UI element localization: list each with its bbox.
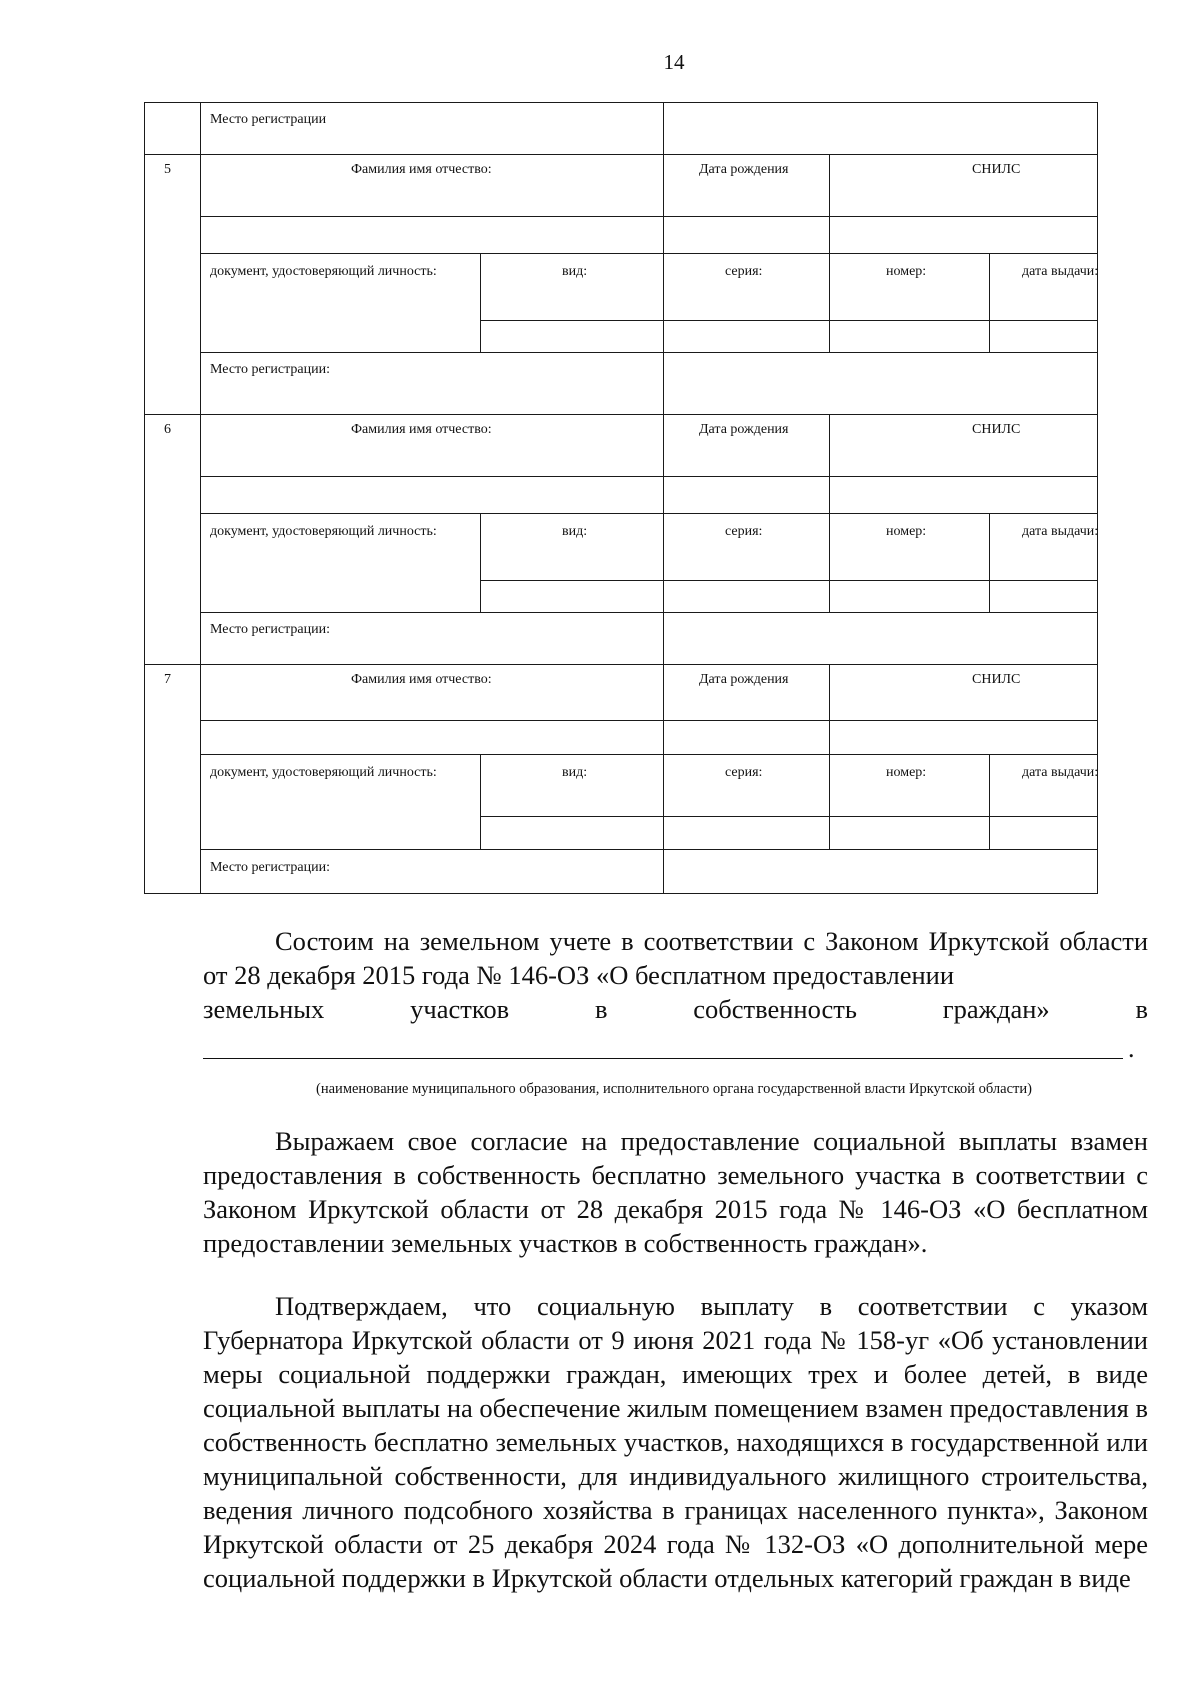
municipality-caption: (наименование муниципального образования, исполнительного органа государственной власти Иркутской области) [316,1081,1032,1097]
row-divider [200,253,1098,254]
persons-form-table [144,102,1098,894]
fio-label: Фамилия имя отчество: [351,672,492,687]
person-number: 6 [164,422,171,437]
registration-label: Место регистрации: [210,860,331,875]
row-divider [200,720,1098,721]
issue-date-label: дата выдачи: [1022,765,1099,780]
birth-date-label: Дата рождения [699,672,789,687]
column-divider [829,253,830,352]
column-divider [829,414,830,513]
number-column-divider [200,102,201,894]
document-type-label: вид: [562,765,588,780]
column-divider [480,754,481,849]
column-divider [989,754,990,849]
row-divider [200,612,1098,613]
row-divider [200,849,1098,850]
identity-document-label: документ, удостоверяющий личность: [210,524,437,539]
page-number: 14 [663,50,685,74]
document-series-label: серия: [725,524,763,539]
issue-date-label: дата выдачи: [1022,264,1099,279]
column-divider [663,664,664,894]
column-divider [829,754,830,849]
paragraph-text: Подтверждаем, что социальную выплату в соответствии с указом Губернатора Иркутской области от 9 июня 2021 года № 158-уг «Об установлении меры социальной поддержки граждан, имеющих трех и более детей, в виде социальной выплаты на обеспечение жилым помещением взамен предоставления в собственность бесплатно земельных участков, находящихся в государственной или муниципальной собственности, для индивидуального жилищного строительства, ведения личного подсобного хозяйства в границах населенного пункта», Законом Иркутской области от 25 декабря 2024 года № 132-ОЗ «О дополнительной мере социальной поддержки в Иркутской области отдельных категорий граждан в виде [203,1291,1148,1593]
row-divider [480,580,1098,581]
birth-date-label: Дата рождения [699,422,789,437]
column-divider [989,253,990,352]
confirmation-paragraph [203,1289,1148,1595]
column-divider [989,513,990,612]
fio-label: Фамилия имя отчество: [351,422,492,437]
column-divider [663,352,664,414]
row-divider [200,513,1098,514]
row-divider [480,816,1098,817]
land-registration-paragraph [203,924,1148,992]
issue-date-label: дата выдачи: [1022,524,1099,539]
registration-label: Место регистрации: [210,362,331,377]
row-divider [200,352,1098,353]
person-number: 5 [164,162,171,177]
row-divider [200,476,1098,477]
column-divider [829,664,830,754]
registration-label-row4: Место регистрации [210,112,327,127]
sentence-end: . [1128,1034,1135,1063]
birth-date-label: Дата рождения [699,162,789,177]
registration-divider-row4 [663,102,664,154]
document-number-label: номер: [886,264,927,279]
identity-document-label: документ, удостоверяющий личность: [210,765,437,780]
paragraph-text: Состоим на земельном учете в соответствии с Законом Иркутской области от 28 декабря 2015 года № 146-ОЗ «О бесплатном предоставлении [203,926,1148,990]
municipality-fill-line [203,1058,1123,1059]
column-divider [480,253,481,352]
column-divider [829,154,830,253]
row-divider [200,754,1098,755]
column-divider [829,513,830,612]
document-type-label: вид: [562,264,588,279]
document-type-label: вид: [562,524,588,539]
snils-label: СНИЛС [972,422,1021,437]
row-divider [480,320,1098,321]
land-registration-line3: земельных участков в собственность граждан» в [203,994,1148,1024]
document-number-label: номер: [886,765,927,780]
column-divider [480,513,481,612]
consent-paragraph [203,1124,1148,1260]
document-series-label: серия: [725,264,763,279]
person-separator [144,664,1098,665]
row-divider [200,216,1098,217]
document-number-label: номер: [886,524,927,539]
person-separator [144,154,1098,155]
paragraph-text: Выражаем свое согласие на предоставление социальной выплаты взамен предоставления в собственность бесплатно земельного участка в соответствии с Законом Иркутской области от 28 декабря 2015 года № 146-ОЗ «О бесплатном предоставлении земельных участков в собственность граждан». [203,1126,1148,1258]
snils-label: СНИЛС [972,672,1021,687]
snils-label: СНИЛС [972,162,1021,177]
identity-document-label: документ, удостоверяющий личность: [210,264,437,279]
document-series-label: серия: [725,765,763,780]
registration-label: Место регистрации: [210,622,331,637]
fio-label: Фамилия имя отчество: [351,162,492,177]
column-divider [663,612,664,664]
person-separator [144,414,1098,415]
person-number: 7 [164,672,171,687]
